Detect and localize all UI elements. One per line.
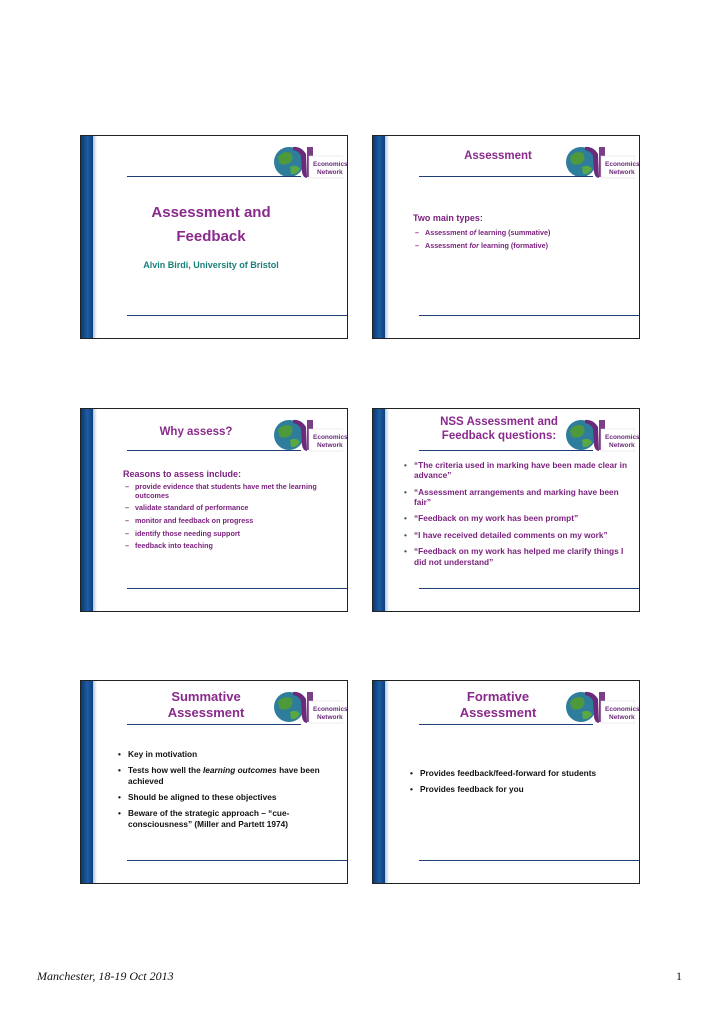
slide-sidebar <box>373 136 385 338</box>
logo-text-line2: Network <box>317 714 343 721</box>
title-line-2: Assessment <box>167 704 245 720</box>
slide-assessment <box>372 135 640 339</box>
title-line-1: Assessment and <box>151 204 271 221</box>
footer-rule <box>419 588 639 589</box>
title-line-1: Summative <box>171 689 241 704</box>
list-item: – monitor and feedback on progress <box>123 517 335 526</box>
logo-text-line1: Economics <box>313 434 348 441</box>
list-item: • “Feedback on my work has helped me clarify things I did not understand” <box>403 546 631 567</box>
footer-event: Manchester, 18-19 Oct 2013 <box>37 969 174 983</box>
title-line-2: Assessment <box>459 704 537 720</box>
slide-heading: Why assess? <box>159 426 233 438</box>
list-item: • Tests how well the learning outcomes have been achieved <box>117 765 339 786</box>
list-item: – identify those needing support <box>123 530 335 539</box>
footer-rule <box>419 315 639 316</box>
header-rule <box>419 450 593 451</box>
list-item: – provide evidence that students have met the learning outcomes <box>123 483 335 500</box>
logo-text-line2: Network <box>609 714 635 721</box>
slide-sidebar <box>81 681 93 883</box>
footer-rule <box>419 860 639 861</box>
footer-rule <box>127 315 347 316</box>
list-item: – feedback into teaching <box>123 542 335 551</box>
list-item: • Provides feedback for you <box>409 784 631 794</box>
list-item: – Assessment of learning (summative) <box>413 229 633 238</box>
header-rule <box>127 450 301 451</box>
list-item: • “I have received detailed comments on my work” <box>403 530 631 540</box>
list-item: • Beware of the strategic approach – “cue-consciousness” (Miller and Partett 1974) <box>117 808 339 829</box>
slide-formative <box>372 680 640 884</box>
list-item: • Should be aligned to these objectives <box>117 792 339 802</box>
title-line-2: Feedback <box>176 228 246 245</box>
lead-text: Reasons to assess include: <box>123 469 242 479</box>
footer-rule <box>127 588 347 589</box>
title-line-2: Feedback questions: <box>441 429 557 442</box>
list-item: • “Assessment arrangements and marking have been fair” <box>403 487 631 508</box>
reasons-list <box>123 469 335 555</box>
header-rule <box>419 724 593 725</box>
assessment-types <box>413 213 633 254</box>
slide-sidebar <box>81 136 93 338</box>
slide-title-text <box>121 204 301 246</box>
nss-questions-list <box>403 460 631 573</box>
slide-sidebar <box>81 409 93 611</box>
header-rule <box>419 176 593 177</box>
summative-list <box>117 749 339 835</box>
economics-network-logo <box>273 415 348 455</box>
lead-text: Two main types: <box>413 213 483 223</box>
list-item: • “Feedback on my work has been prompt” <box>403 513 631 523</box>
logo-text-line1: Economics <box>605 434 640 441</box>
list-item: • “The criteria used in marking have been made clear in advance” <box>403 460 631 481</box>
slide-sidebar <box>373 681 385 883</box>
title-line-1: Formative <box>466 689 530 704</box>
list-item: – Assessment for learning (formative) <box>413 242 633 251</box>
logo-text-line2: Network <box>609 442 635 449</box>
slide-heading <box>419 416 579 444</box>
logo-text-line1: Economics <box>605 161 640 168</box>
logo-text-line1: Economics <box>313 161 348 168</box>
logo-text-line1: Economics <box>605 706 640 713</box>
header-rule <box>127 176 301 177</box>
slide-why-assess <box>80 408 348 612</box>
author-line: Alvin Birdi, University of Bristol <box>143 260 279 270</box>
title-line-1: NSS Assessment and <box>440 416 558 428</box>
logo-text-line1: Economics <box>313 706 348 713</box>
list-item: – validate standard of performance <box>123 504 335 513</box>
footer-rule <box>127 860 347 861</box>
slide-sidebar <box>373 409 385 611</box>
slide-nss-questions <box>372 408 640 612</box>
slide-heading <box>121 689 291 720</box>
formative-list <box>409 768 631 801</box>
page-number: 1 <box>676 969 682 983</box>
list-item: • Provides feedback/feed-forward for students <box>409 768 631 778</box>
slide-heading: Assessment <box>464 150 532 162</box>
logo-text-line2: Network <box>317 442 343 449</box>
logo-text-line2: Network <box>609 169 635 176</box>
slide-heading <box>413 689 583 720</box>
slide-title <box>80 135 348 339</box>
header-rule <box>127 724 301 725</box>
logo-text-line2: Network <box>317 169 343 176</box>
slide-summative <box>80 680 348 884</box>
list-item: • Key in motivation <box>117 749 339 759</box>
